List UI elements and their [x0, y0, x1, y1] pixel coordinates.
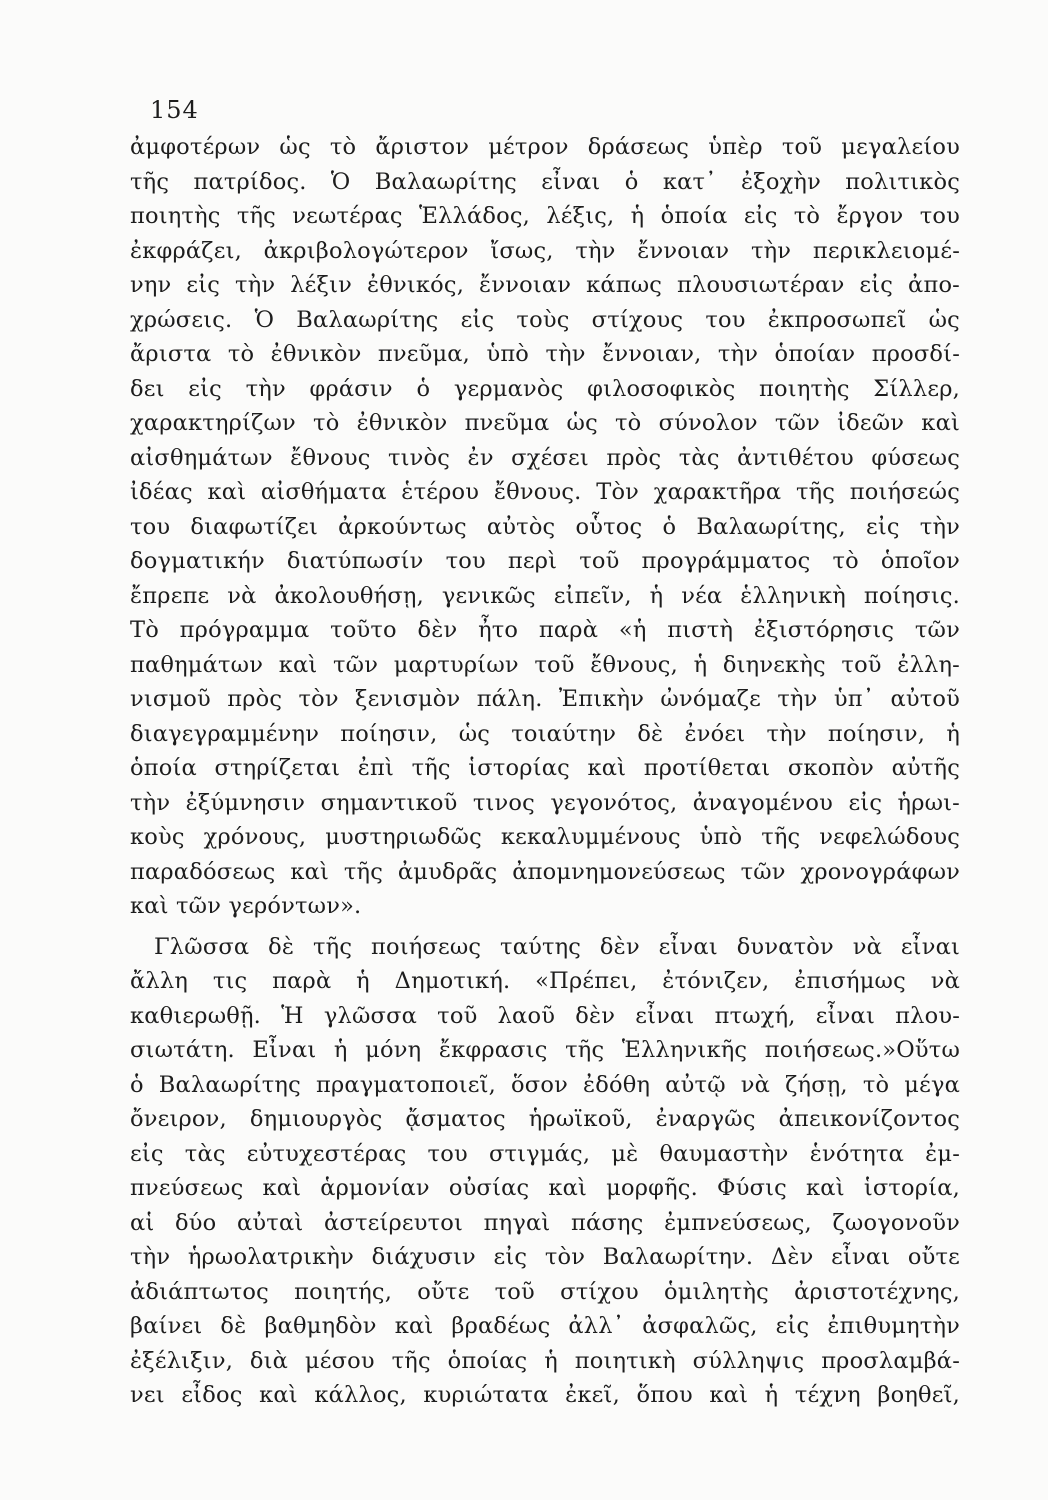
- text-line: ἄλλη τις παρὰ ἡ Δημοτική. «Πρέπει, ἐτόνιζεν, ἐπισήμως νὰ: [130, 968, 960, 994]
- text-line: Τὸ πρόγραμμα τοῦτο δὲν ἦτο παρὰ «ἡ πιστὴ ἐξιστόρησις τῶν: [130, 617, 960, 643]
- text-line: ἔπρεπε νὰ ἀκολουθήσῃ, γενικῶς εἰπεῖν, ἡ νέα ἑλληνικὴ ποίησις.: [130, 582, 960, 609]
- text-line: ὁποία στηρίζεται ἐπὶ τῆς ἱστορίας καὶ προτίθεται σκοπὸν αὐτῆς: [130, 755, 960, 781]
- text-line: τὴν ἐξύμνησιν σημαντικοῦ τινος γεγονότος, ἀναγομένου εἰς ἡρωι-: [130, 789, 960, 816]
- body-text: [130, 130, 960, 1413]
- text-line: παθημάτων καὶ τῶν μαρτυρίων τοῦ ἔθνους, ἡ διηνεκὴς τοῦ ἐλλη-: [130, 651, 960, 678]
- text-line: νει εἶδος καὶ κάλλος, κυριώτατα ἐκεῖ, ὅπου καὶ ἡ τέχνη βοηθεῖ,: [130, 1382, 960, 1408]
- text-line: ἐκφράζει, ἀκριβολογώτερον ἴσως, τὴν ἔννοιαν τὴν περικλειομέ-: [130, 237, 960, 264]
- page-number: 154: [150, 96, 199, 124]
- text-line: τὴν ἡρωολατρικὴν διάχυσιν εἰς τὸν Βαλαωρίτην. Δὲν εἶναι οὔτε: [130, 1244, 960, 1270]
- text-line: ἐξέλιξιν, διὰ μέσου τῆς ὁποίας ἡ ποιητικὴ σύλληψις προσλαμβά-: [130, 1347, 960, 1374]
- text-line: ἀδιάπτωτος ποιητής, οὔτε τοῦ στίχου ὁμιλητὴς ἀριστοτέχνης,: [130, 1278, 960, 1305]
- text-line: καὶ τῶν γερόντων».: [130, 893, 362, 919]
- text-line: ὄνειρον, δημιουργὸς ᾄσματος ἡρωϊκοῦ, ἐναργῶς ἀπεικονίζοντος: [130, 1106, 960, 1132]
- text-line: Γλῶσσα δὲ τῆς ποιήσεως ταύτης δὲν εἶναι δυνατὸν νὰ εἶναι: [154, 933, 960, 960]
- text-line: ἰδέας καὶ αἰσθήματα ἑτέρου ἔθνους. Τὸν χαρακτῆρα τῆς ποιήσεώς: [130, 479, 960, 505]
- text-line: αἱ δύο αὐταὶ ἀστείρευτοι πηγαὶ πάσης ἐμπνεύσεως, ζωογονοῦν: [130, 1209, 960, 1236]
- text-line: καθιερωθῇ. Ἡ γλῶσσα τοῦ λαοῦ δὲν εἶναι πτωχή, εἶναι πλου-: [130, 1002, 960, 1029]
- text-line: ἀμφοτέρων ὡς τὸ ἄριστον μέτρον δράσεως ὑπὲρ τοῦ μεγαλείου: [130, 134, 960, 160]
- text-line: του διαφωτίζει ἀρκούντως αὐτὸς οὗτος ὁ Βαλαωρίτης, εἰς τὴν: [130, 513, 960, 540]
- text-line: διαγεγραμμένην ποίησιν, ὡς τοιαύτην δὲ ἐνόει τὴν ποίησιν, ἡ: [130, 720, 960, 747]
- paragraph: [130, 930, 960, 1413]
- text-line: παραδόσεως καὶ τῆς ἀμυδρᾶς ἀπομνημονεύσεως τῶν χρονογράφων: [130, 858, 960, 885]
- text-line: ἄριστα τὸ ἐθνικὸν πνεῦμα, ὑπὸ τὴν ἔννοιαν, τὴν ὁποίαν προσδί-: [130, 341, 960, 367]
- text-line: δει εἰς τὴν φράσιν ὁ γερμανὸς φιλοσοφικὸς ποιητὴς Σίλλερ,: [130, 375, 960, 402]
- text-line: τῆς πατρίδος. Ὁ Βαλαωρίτης εἶναι ὁ κατ᾽ ἐξοχὴν πολιτικὸς: [130, 168, 960, 195]
- text-line: αἰσθημάτων ἔθνους τινὸς ἐν σχέσει πρὸς τὰς ἀντιθέτου φύσεως: [130, 444, 960, 471]
- text-line: πνεύσεως καὶ ἁρμονίαν οὐσίας καὶ μορφῆς. Φύσις καὶ ἱστορία,: [130, 1175, 960, 1201]
- text-line: ποιητὴς τῆς νεωτέρας Ἑλλάδος, λέξις, ἡ ὁποία εἰς τὸ ἔργον του: [130, 203, 960, 229]
- text-line: κοὺς χρόνους, μυστηριωδῶς κεκαλυμμένους ὑπὸ τῆς νεφελώδους: [130, 824, 960, 850]
- paragraph: [130, 130, 960, 924]
- text-line: σιωτάτη. Εἶναι ἡ μόνη ἔκφρασις τῆς Ἑλληνικῆς ποιήσεως.»Οὕτω: [130, 1037, 960, 1063]
- text-line: βαίνει δὲ βαθμηδὸν καὶ βραδέως ἀλλ᾽ ἀσφαλῶς, εἰς ἐπιθυμητὴν: [130, 1313, 960, 1339]
- text-line: ὁ Βαλαωρίτης πραγματοποιεῖ, ὅσον ἐδόθη αὐτῷ νὰ ζήσῃ, τὸ μέγα: [130, 1071, 960, 1098]
- text-line: χαρακτηρίζων τὸ ἐθνικὸν πνεῦμα ὡς τὸ σύνολον τῶν ἰδεῶν καὶ: [130, 410, 960, 436]
- text-line: νην εἰς τὴν λέξιν ἐθνικός, ἔννοιαν κάπως πλουσιωτέραν εἰς ἀπο-: [130, 272, 960, 298]
- text-line: εἰς τὰς εὐτυχεστέρας του στιγμάς, μὲ θαυμαστὴν ἑνότητα ἐμ-: [130, 1140, 960, 1167]
- text-line: δογματικήν διατύπωσίν του περὶ τοῦ προγράμματος τὸ ὁποῖον: [130, 548, 960, 574]
- text-line: νισμοῦ πρὸς τὸν ξενισμὸν πάλη. Ἐπικὴν ὠνόμαζε τὴν ὑπ᾽ αὐτοῦ: [130, 686, 960, 712]
- text-line: χρώσεις. Ὁ Βαλαωρίτης εἰς τοὺς στίχους του ἐκπροσωπεῖ ὡς: [130, 306, 960, 333]
